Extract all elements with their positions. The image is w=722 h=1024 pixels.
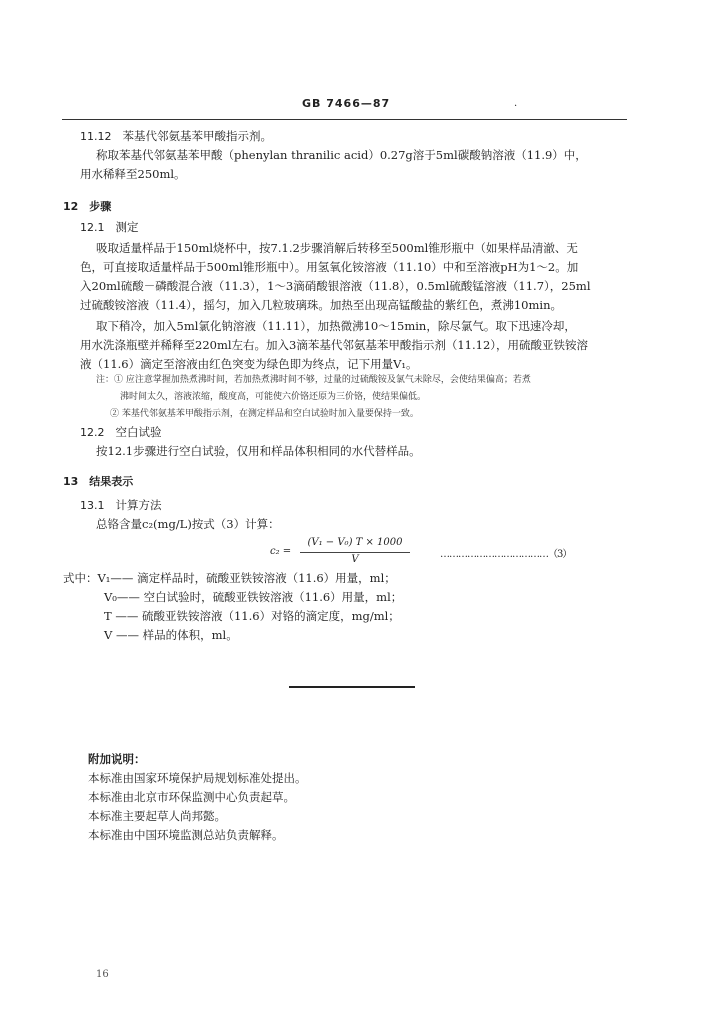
header-rule — [62, 119, 627, 120]
paragraph-line: 入20ml硫酸－磷酸混合液（11.3），1～3滴硝酸银溶液（11.8），0.5ml硫酸锰溶液（11.7），25ml — [80, 279, 591, 293]
formula-numerator: (V₁ − V₀) T × 1000 — [307, 537, 403, 548]
standard-code-header: GB 7466—87 — [302, 97, 391, 110]
section-12-2-heading — [80, 423, 161, 442]
paragraph-line: 用水洗涤瓶壁并稀释至220ml左右。加入3滴苯基代邻氨基苯甲酸指示剂（11.12），用硫酸亚铁铵溶 — [80, 338, 589, 352]
section-number: 12.2 — [80, 426, 105, 439]
section-title: 计算方法 — [115, 498, 162, 512]
addendum-line: 本标准由北京市环保监测中心负责起草。 — [88, 790, 295, 804]
page-number: 16 — [96, 969, 109, 980]
section-11-12-heading — [80, 127, 272, 146]
paragraph-line: 取下稍冷，加入5ml氯化钠溶液（11.11），加热微沸10～15min，除尽氯气。取下迅速冷却， — [96, 319, 576, 333]
addendum-title: 附加说明： — [88, 752, 146, 766]
equation-number: ………………………………（3） — [440, 549, 572, 560]
definition-line: V —— 样品的体积，ml。 — [104, 628, 238, 642]
section-number: 11.12 — [80, 130, 112, 143]
section-11-12-line-1: 称取苯基代邻氨基苯甲酸（phenylan thranilic acid）0.27g溶于5ml碳酸钠溶液（11.9）中， — [96, 148, 587, 162]
section-12-heading — [63, 197, 111, 216]
formula-denominator: V — [351, 554, 359, 565]
section-number: 12 — [63, 200, 79, 213]
paragraph-line: 色，可直接取适量样品于500ml锥形瓶中）。用氢氧化铵溶液（11.10）中和至溶液pH为1～2。加 — [80, 260, 579, 274]
section-title: 空白试验 — [115, 425, 162, 439]
formula-lhs: c₂ = — [270, 546, 292, 557]
section-13-heading — [63, 472, 133, 491]
section-number: 12.1 — [80, 221, 105, 234]
section-title: 苯基代邻氨基苯甲酸指示剂。 — [122, 129, 272, 143]
section-11-12-line-2: 用水稀释至250ml。 — [80, 167, 186, 181]
formula-intro: 总铬含量c₂(mg/L)按式（3）计算： — [96, 517, 280, 531]
section-title: 结果表示 — [89, 475, 134, 488]
note-line: 注：① 应注意掌握加热煮沸时间，若加热煮沸时间不够，过量的过硫酸铵及氯气未除尽，会使结果偏高；若煮 — [96, 375, 531, 385]
paragraph-line: 吸取适量样品于150ml烧杯中，按7.1.2步骤消解后转移至500ml锥形瓶中（如果样品清澈、无 — [96, 241, 578, 255]
addendum-line: 本标准由国家环境保护局规划标准处提出。 — [88, 771, 307, 785]
fraction-bar — [300, 552, 410, 553]
section-end-rule — [289, 686, 415, 688]
definition-line: T —— 硫酸亚铁铵溶液（11.6）对铬的滴定度，mg/ml； — [104, 609, 400, 623]
section-number: 13.1 — [80, 499, 105, 512]
section-number: 13 — [63, 475, 79, 488]
section-title: 步骤 — [89, 200, 112, 213]
addendum-line: 本标准由中国环境监测总站负责解释。 — [88, 828, 284, 842]
section-title: 测定 — [115, 220, 139, 234]
note-line: ② 苯基代邻氨基苯甲酸指示剂，在测定样品和空白试验时加入量要保持一致。 — [110, 409, 419, 419]
paragraph-line: 液（11.6）滴定至溶液由红色突变为绿色即为终点，记下用量V₁。 — [80, 357, 418, 371]
section-12-1-heading — [80, 218, 138, 237]
header-mark: . — [514, 98, 518, 109]
section-12-2-paragraph: 按12.1步骤进行空白试验，仅用和样品体积相同的水代替样品。 — [96, 444, 421, 458]
definition-line: V₀—— 空白试验时，硫酸亚铁铵溶液（11.6）用量，ml； — [104, 590, 403, 604]
note-line: 沸时间太久，溶液浓缩，酸度高，可能使六价铬还原为三价铬，使结果偏低。 — [120, 392, 427, 402]
section-13-1-heading — [80, 496, 161, 515]
addendum-line: 本标准主要起草人尚邦懿。 — [88, 809, 226, 823]
definition-line: 式中：V₁—— 滴定样品时，硫酸亚铁铵溶液（11.6）用量，ml； — [63, 571, 396, 585]
paragraph-line: 过硫酸铵溶液（11.4），摇匀，加入几粒玻璃珠。加热至出现高锰酸盐的紫红色，煮沸10min。 — [80, 298, 562, 312]
